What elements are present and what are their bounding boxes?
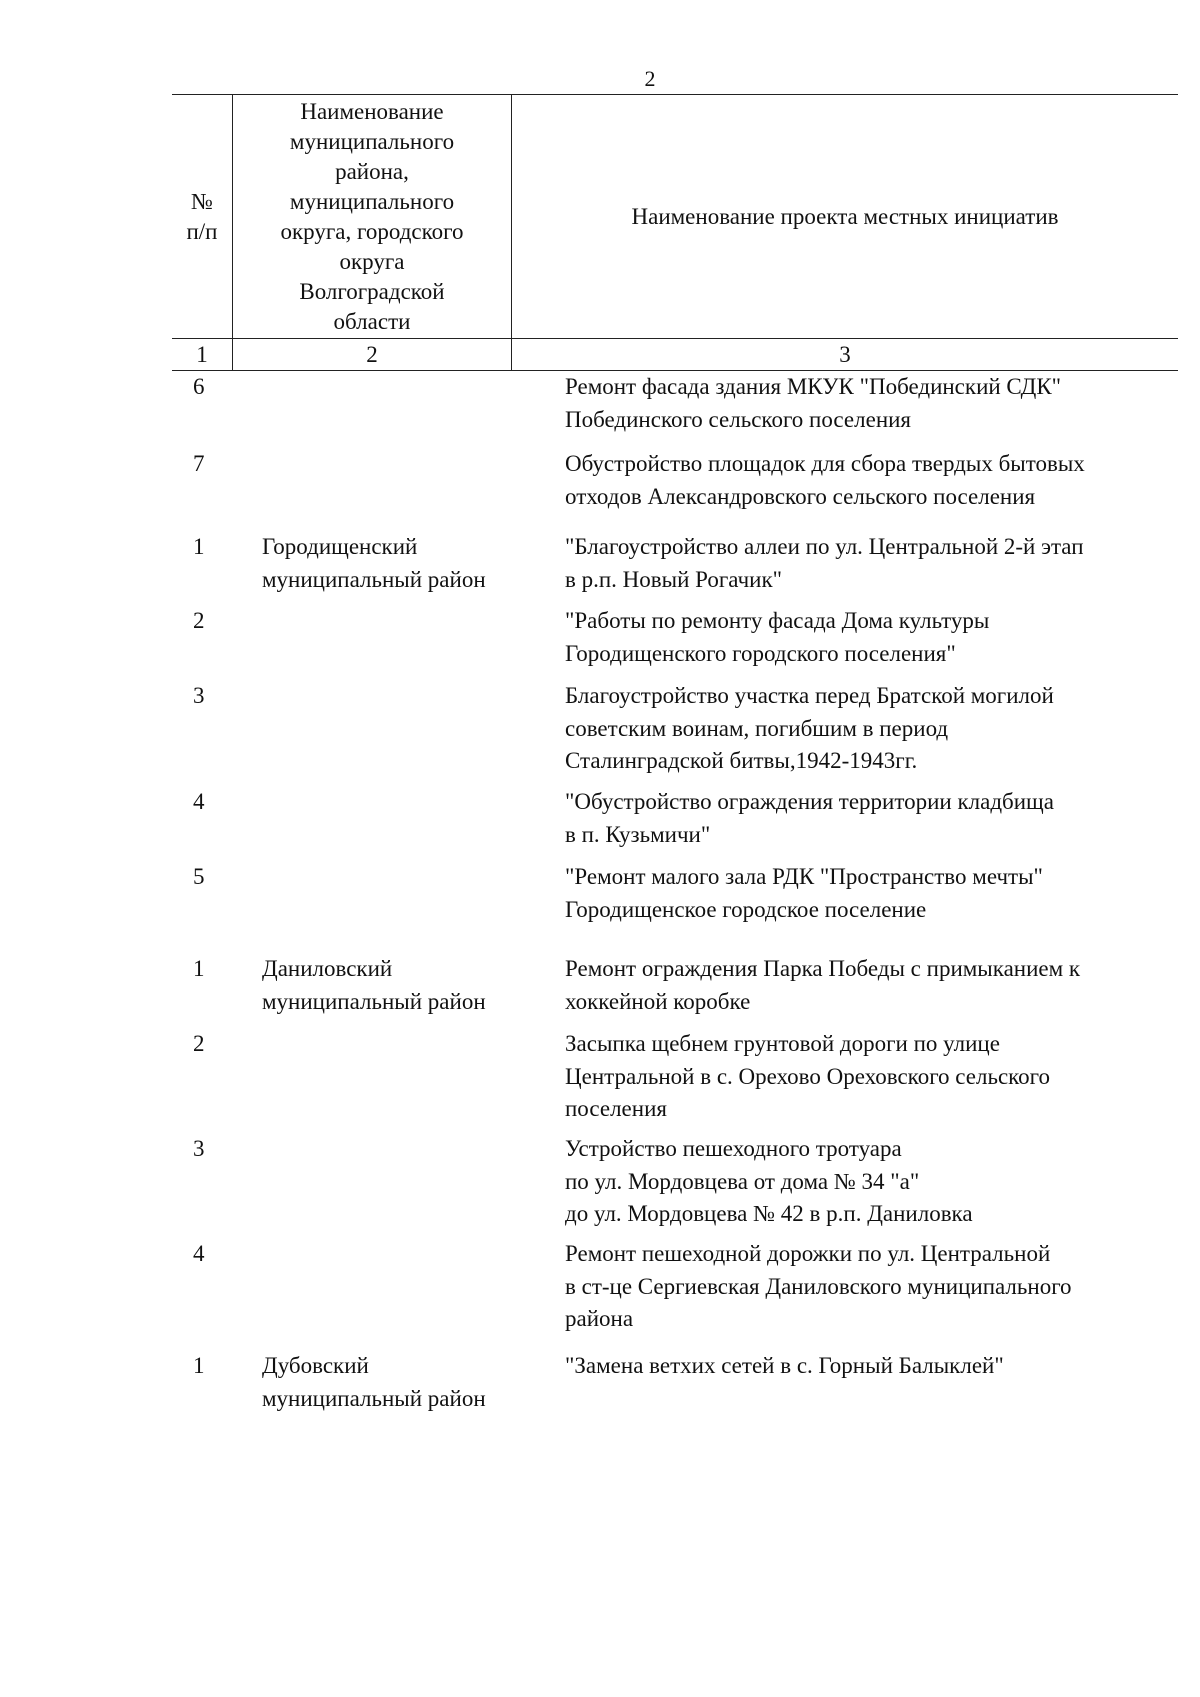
header-col-district-line: округа, городского	[280, 218, 464, 244]
header-col-district-line: округа	[339, 248, 405, 274]
header-col-district-line: Наименование	[300, 98, 444, 124]
row-project	[565, 531, 1185, 596]
column-number: 1	[172, 339, 233, 371]
row-project-line: отходов Александровского сельского поселения	[565, 483, 1036, 509]
row-project-line: Ремонт пешеходной дорожки по ул. Центральной	[565, 1241, 1051, 1266]
column-number: 2	[233, 339, 512, 371]
row-project-line: Благоустройство участка перед Братской могилой	[565, 683, 1054, 708]
row-district-line: муниципальный район	[262, 988, 486, 1014]
row-project-line: до ул. Мордовцева № 42 в р.п. Даниловка	[565, 1201, 973, 1226]
row-project-line: Сталинградской битвы,1942-1943гг.	[565, 748, 918, 773]
header-col-district-line: района,	[335, 158, 409, 184]
header-row	[172, 95, 1178, 339]
row-district	[262, 531, 562, 596]
row-project-line: советским воинам, погибшим в период	[565, 715, 949, 741]
row-project-line: Побединского сельского поселения	[565, 406, 912, 432]
row-project-line: поселения	[565, 1096, 667, 1121]
row-project-line: хоккейной коробке	[565, 988, 751, 1014]
row-project-line: Городищенское городское поселение	[565, 896, 927, 922]
header-col-project: Наименование проекта местных инициатив	[512, 95, 1179, 339]
row-project-line: "Замена ветхих сетей в с. Горный Балыклей"	[565, 1353, 1004, 1378]
row-project	[565, 861, 1185, 926]
row-district-line: Даниловский	[262, 956, 393, 981]
row-project-line: в р.п. Новый Рогачик"	[565, 566, 783, 592]
row-project-line: в ст-це Сергиевская Даниловского муниципального	[565, 1273, 1072, 1299]
row-district-line: муниципальный район	[262, 566, 486, 592]
header-col-number-line: п/п	[186, 218, 218, 244]
row-project-line: в п. Кузьмичи"	[565, 821, 711, 847]
row-project-line: Устройство пешеходного тротуара	[565, 1136, 902, 1161]
row-project-line: "Ремонт малого зала РДК "Пространство мечты"	[565, 864, 1043, 889]
row-project	[565, 1028, 1185, 1126]
row-number: 2	[193, 1031, 205, 1056]
row-project-line: района	[565, 1306, 634, 1331]
page-number: 2	[644, 66, 656, 91]
header-col-district-line: области	[333, 308, 411, 334]
row-project	[565, 786, 1185, 851]
header-col-district	[233, 95, 512, 339]
row-project	[565, 448, 1185, 513]
row-district	[262, 1350, 562, 1415]
column-number: 3	[512, 339, 1179, 371]
header-col-number-line: №	[191, 188, 213, 214]
row-project-line: Обустройство площадок для сбора твердых бытовых	[565, 451, 1085, 476]
row-number: 1	[193, 534, 205, 559]
header-col-district-line: муниципального	[289, 188, 455, 214]
row-number: 3	[193, 1136, 205, 1161]
row-project	[565, 1133, 1185, 1231]
header-col-district-line: муниципального	[289, 128, 455, 154]
row-project-line: Центральной в с. Орехово Ореховского сельского	[565, 1063, 1051, 1089]
row-project	[565, 680, 1185, 778]
row-project	[565, 605, 1185, 670]
row-project	[565, 1238, 1185, 1336]
row-number: 4	[193, 789, 205, 814]
row-number: 3	[193, 683, 205, 708]
header-col-number	[172, 95, 233, 339]
row-project	[565, 371, 1185, 436]
row-district	[262, 953, 562, 1018]
row-project-line: "Работы по ремонту фасада Дома культуры	[565, 608, 990, 633]
table-header	[172, 94, 1178, 371]
row-number: 1	[193, 956, 205, 981]
row-project-line: "Благоустройство аллеи по ул. Центральной 2-й этап	[565, 534, 1084, 559]
row-project-line: по ул. Мордовцева от дома № 34 "а"	[565, 1168, 920, 1194]
row-project	[565, 1350, 1185, 1383]
row-project-line: "Обустройство ограждения территории кладбища	[565, 789, 1054, 814]
row-number: 5	[193, 864, 205, 889]
row-project	[565, 953, 1185, 1018]
column-numbers-row	[172, 339, 1178, 371]
row-project-line: Ремонт ограждения Парка Победы с примыканием к	[565, 956, 1081, 981]
row-project-line: Городищенского городского поселения"	[565, 640, 956, 666]
row-project-line: Засыпка щебнем грунтовой дороги по улице	[565, 1031, 1000, 1056]
row-district-line: муниципальный район	[262, 1385, 486, 1411]
header-col-district-line: Волгоградской	[299, 278, 445, 304]
row-project-line: Ремонт фасада здания МКУК "Побединский СДК"	[565, 374, 1062, 399]
row-number: 1	[193, 1353, 205, 1378]
row-number: 6	[193, 374, 205, 399]
row-district-line: Городищенский	[262, 534, 418, 559]
row-number: 7	[193, 451, 205, 476]
row-district-line: Дубовский	[262, 1353, 369, 1378]
row-number: 2	[193, 608, 205, 633]
row-number: 4	[193, 1241, 205, 1266]
